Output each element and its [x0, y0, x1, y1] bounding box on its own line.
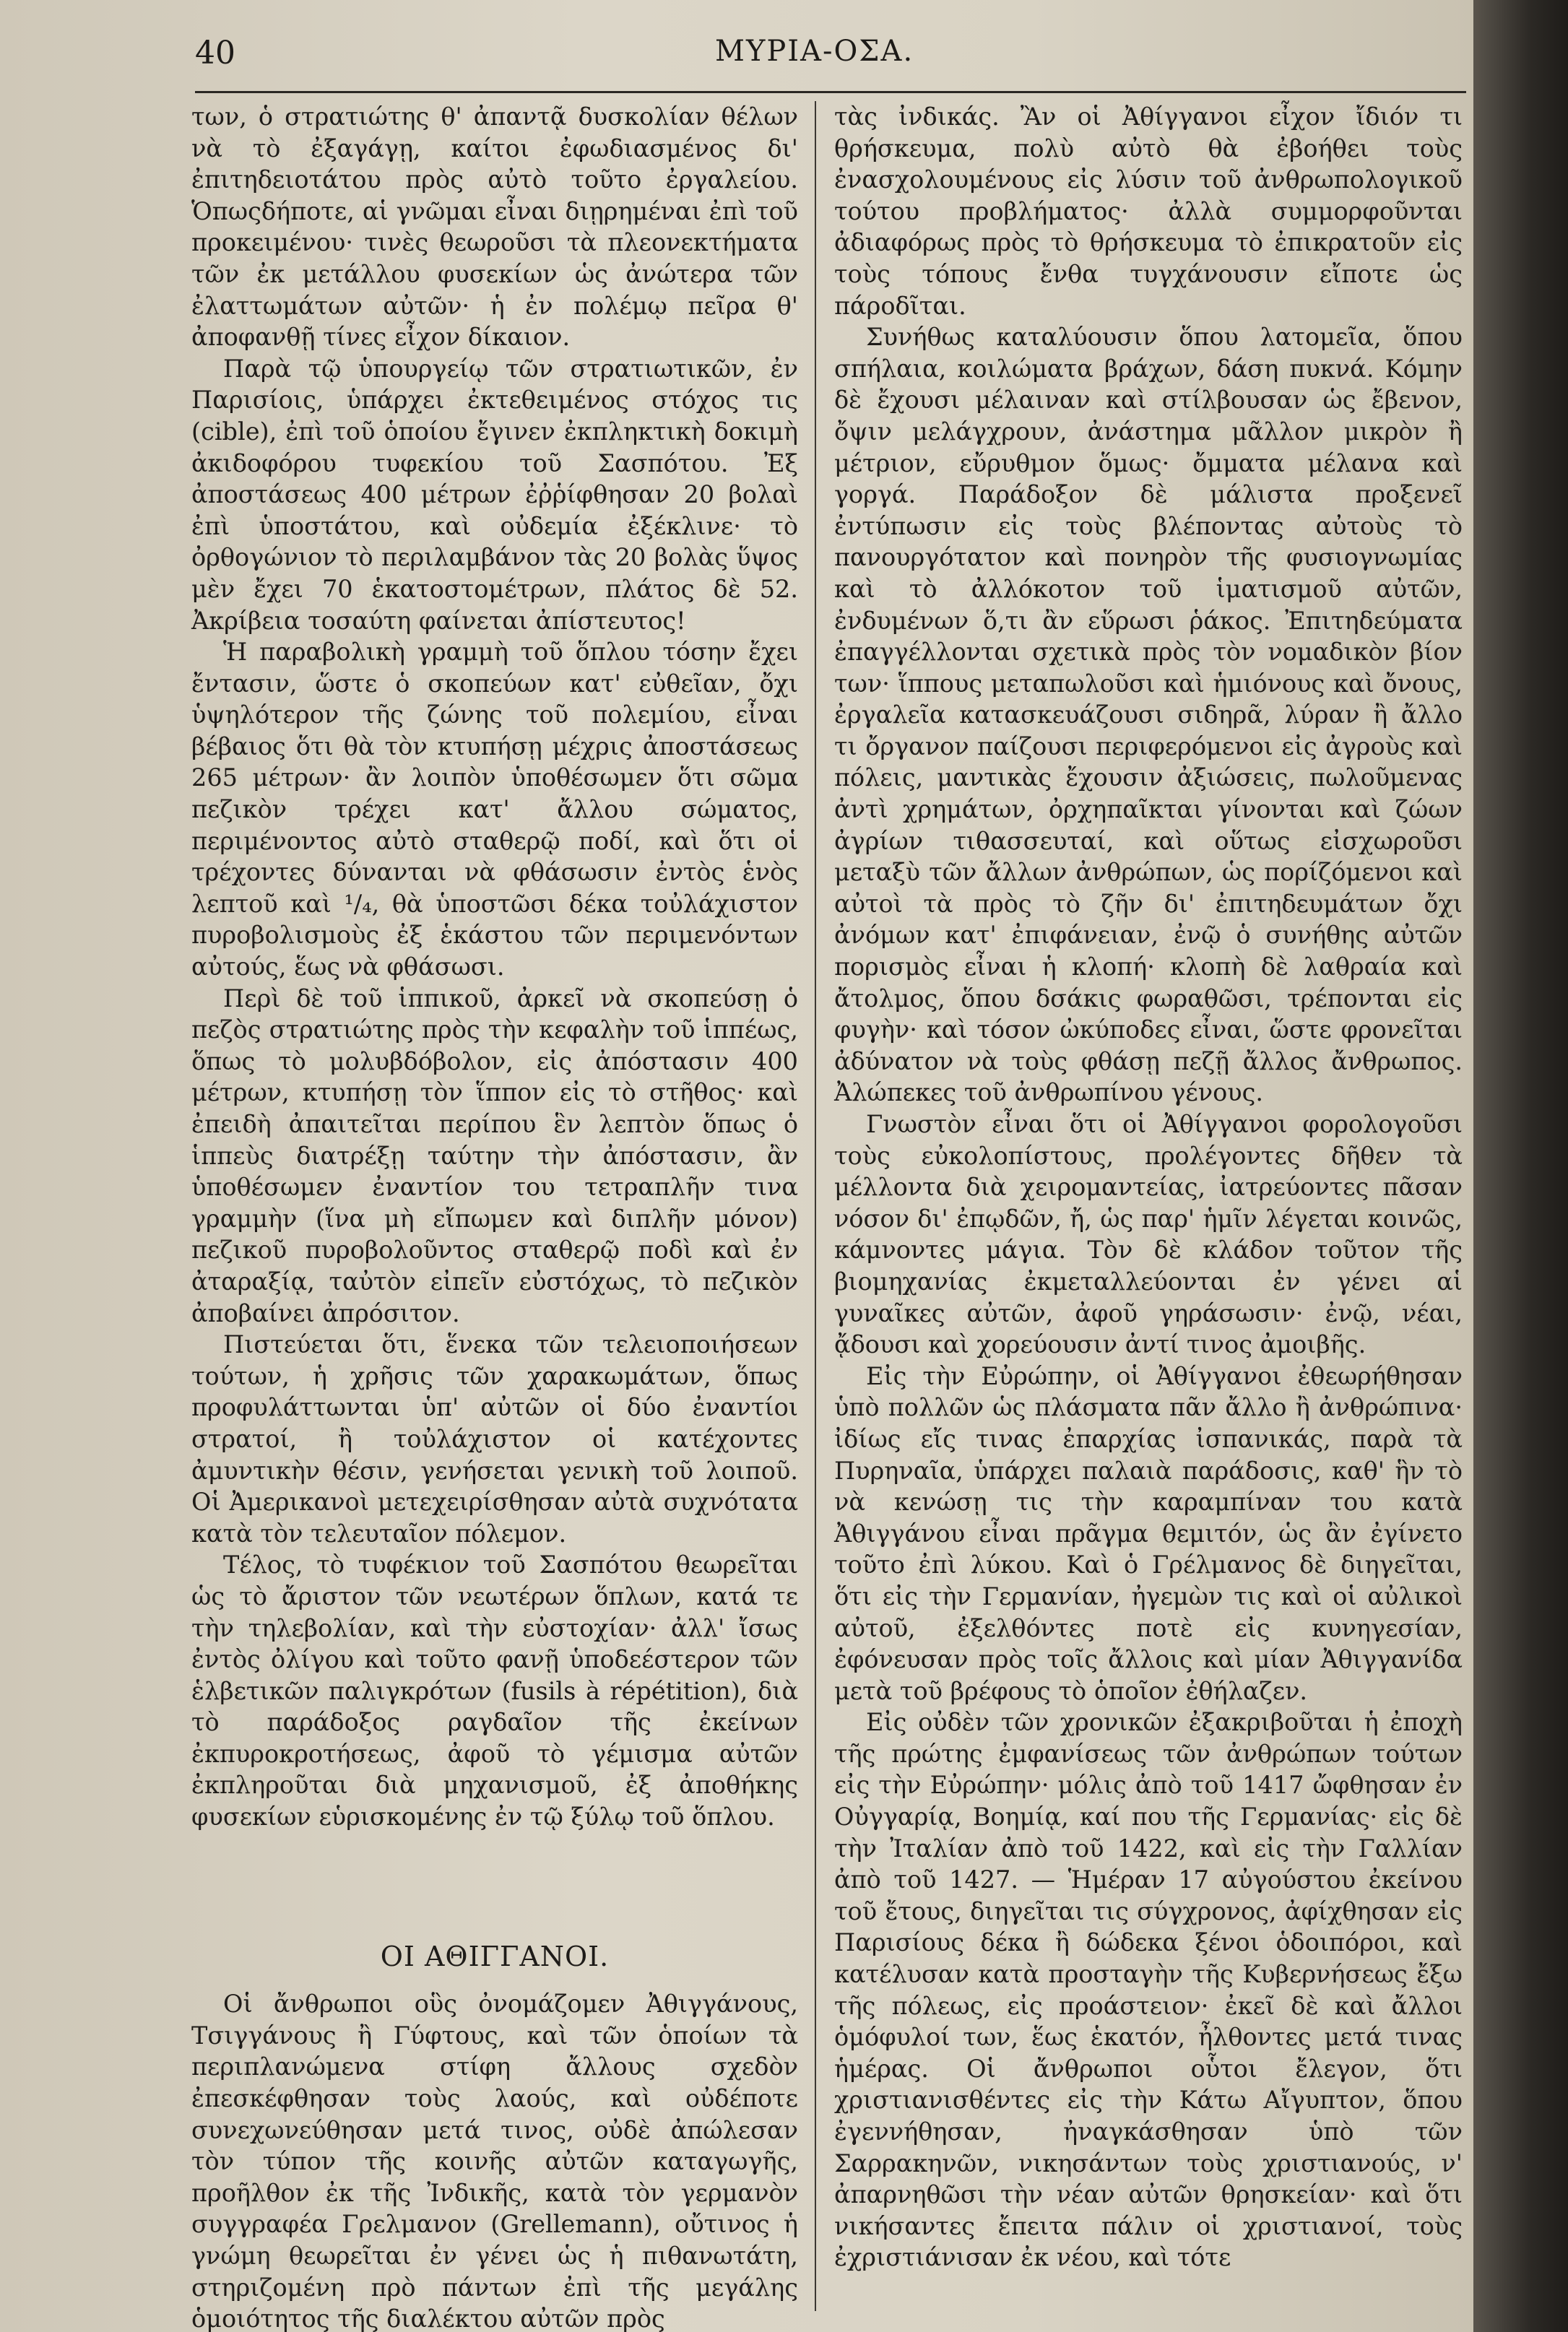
column-divider — [815, 101, 816, 2311]
right-column — [834, 101, 1463, 2274]
paragraph: Πιστεύεται ὅτι, ἕνεκα τῶν τελειοποιήσεων τούτων, ἡ χρῆσις τῶν χαρακωμάτων, ὅπως προφυλάττωνται ὑπ' αὐτῶν οἱ δύο ἐναντίοι στρατοί, ἢ τοὐλάχιστον οἱ κατέχοντες ἀμυντικὴν θέσιν, γενήσεται γενικὴ τοῦ λοιποῦ. Οἱ Ἀμερικανοὶ μετεχειρίσθησαν αὐτὰ συχνότατα κατὰ τὸν τελευταῖον πόλεμον. — [191, 1330, 798, 1548]
paragraph: Εἰς οὐδὲν τῶν χρονικῶν ἐξακριβοῦται ἡ ἐποχὴ τῆς πρώτης ἐμφανίσεως τῶν ἀνθρώπων τούτων εἰς τὴν Εὐρώπην· μόλις ἀπὸ τοῦ 1417 ὤφθησαν ἐν Οὐγγαρίᾳ, Βοημίᾳ, καί που τῆς Γερμανίας· εἰς δὲ τὴν Ἰταλίαν ἀπὸ τοῦ 1422, καὶ εἰς τὴν Γαλλίαν ἀπὸ τοῦ 1427. — Ἡμέραν 17 αὐγούστου ἐκείνου τοῦ ἔτους, διηγεῖται τις σύγχρονος, ἀφίχθησαν εἰς Παρισίους δέκα ἢ δώδεκα ξένοι ὁδοιπόροι, καὶ κατέλυσαν κατὰ προσταγὴν τῆς Κυβερνήσεως ἔξω τῆς πόλεως, εἰς προάστειον· ἐκεῖ δὲ καὶ ἄλλοι ὁμόφυλοί των, ἕως ἑκατόν, ἦλθοντες μετά τινας ἡμέρας. Οἱ ἄνθρωποι οὗτοι ἔλεγον, ὅτι χριστιανισθέντες εἰς τὴν Κάτω Αἴγυπτον, ὅπου ἐγεννήθησαν, ἠναγκάσθησαν ὑπὸ τῶν Σαρρακηνῶν, νικησάντων τοὺς χριστιανούς, ν' ἀπαρνηθῶσι τὴν νέαν αὐτῶν θρησκείαν· καὶ ὅτι νικήσαντες ἔπειτα πάλιν οἱ χριστιανοί, τοὺς ἐχριστιάνισαν ἐκ νέου, καὶ τότε — [834, 1708, 1463, 2272]
left-column — [191, 101, 798, 2332]
paragraph: Παρὰ τῷ ὑπουργείῳ τῶν στρατιωτικῶν, ἐν Παρισίοις, ὑπάρχει ἐκτεθειμένος στόχος τις (cible), ἐπὶ τοῦ ὁποίου ἔγινεν ἐκπληκτικὴ δοκιμὴ ἀκιδοφόρου τυφεκίου τοῦ Σασπότου. Ἐξ ἀποστάσεως 400 μέτρων ἐῤῥίφθησαν 20 βολαὶ ἐπὶ ὑποστάτου, καὶ οὐδεμία ἐξέκλινε· τὸ ὀρθογώνιον τὸ περιλαμβάνον τὰς 20 βολὰς ὕψος μὲν ἔχει 70 ἑκατοστομέτρων, πλάτος δὲ 52. Ἀκρίβεια τοσαύτη φαίνεται ἀπίστευτος! — [191, 354, 798, 635]
paragraph: Ἡ παραβολικὴ γραμμὴ τοῦ ὅπλου τόσην ἔχει ἔντασιν, ὥστε ὁ σκοπεύων κατ' εὐθεῖαν, ὄχι ὑψηλότερον τῆς ζώνης τοῦ πολεμίου, εἶναι βέβαιος ὅτι θὰ τὸν κτυπήσῃ μέχρις ἀποστάσεως 265 μέτρων· ἂν λοιπὸν ὑποθέσωμεν ὅτι σῶμα πεζικὸν τρέχει κατ' ἄλλου σώματος, περιμένοντος αὐτὸ σταθερῷ ποδί, καὶ ὅτι οἱ τρέχοντες δύνανται νὰ φθάσωσιν ἐντὸς ἑνὸς λεπτοῦ καὶ ¹/₄, θὰ ὑποστῶσι δέκα τοὐλάχιστον πυροβολισμοὺς ἐξ ἑκάστου τῶν περιμενόντων αὐτούς, ἕως νὰ φθάσωσι. — [191, 638, 798, 981]
section-title: ΟΙ ΑΘΙΓΓΑΝΟΙ. — [380, 1940, 610, 1972]
paragraph: Γνωστὸν εἶναι ὅτι οἱ Ἀθίγγανοι φορολογοῦσι τοὺς εὐκολοπίστους, προλέγοντες δῆθεν τὰ μέλλοντα διὰ χειρομαντείας, ἰατρεύοντες πᾶσαν νόσον δι' ἐπῳδῶν, ἤ, ὡς παρ' ἡμῖν λέγεται κοινῶς, κάμνοντες μάγια. Τὸν δὲ κλάδον τοῦτον τῆς βιομηχανίας ἐκμεταλλεύονται ἐν γένει αἱ γυναῖκες αὐτῶν, ἀφοῦ γηράσωσιν· ἐνῷ, νέαι, ᾄδουσι καὶ χορεύουσιν ἀντί τινος ἀμοιβῆς. — [834, 1110, 1463, 1359]
page-number: 40 — [195, 35, 235, 71]
paragraph: Εἰς τὴν Εὐρώπην, οἱ Ἀθίγγανοι ἐθεωρήθησαν ὑπὸ πολλῶν ὡς πλάσματα πᾶν ἄλλο ἢ ἀνθρώπινα· ἰδίως εἴς τινας ἐπαρχίας ἰσπανικάς, παρὰ τὰ Πυρηναῖα, ὑπάρχει παλαιὰ παράδοσις, καθ' ἣν τὸ νὰ κενώσῃ τις τὴν καραμπίναν του κατὰ Ἀθιγγάνου εἶναι πρᾶγμα θεμιτόν, ὡς ἂν ἐγίνετο τοῦτο ἐπὶ λύκου. Καὶ ὁ Γρέλμανος δὲ διηγεῖται, ὅτι εἰς τὴν Γερμανίαν, ἠγεμὼν τις καὶ οἱ αὐλικοὶ αὐτοῦ, ἐξελθόντες ποτὲ εἰς κυνηγεσίαν, ἐφόνευσαν πρὸς τοῖς ἄλλοις καὶ μίαν Ἀθιγγανίδα μετὰ τοῦ βρέφους τὸ ὁποῖον ἐθήλαζεν. — [834, 1361, 1463, 1705]
paragraph: των, ὁ στρατιώτης θ' ἀπαντᾷ δυσκολίαν θέλων νὰ τὸ ἐξαγάγῃ, καίτοι ἐφωδιασμένος δι' ἐπιτηδειοτάτου πρὸς αὐτὸ τοῦτο ἐργαλείου. Ὁπωςδήποτε, αἱ γνῶμαι εἶναι διῃρημέναι ἐπὶ τοῦ προκειμένου· τινὲς θεωροῦσι τὰ πλεονεκτήματα τῶν ἐκ μετάλλου φυσεκίων ὡς ἀνώτερα τῶν ἐλαττωμάτων αὐτῶν· ἡ ἐν πολέμῳ πεῖρα θ' ἀποφανθῇ τίνες εἶχον δίκαιον. — [191, 103, 798, 352]
header-rule — [195, 91, 1466, 93]
paragraph: Οἱ ἄνθρωποι οὓς ὀνομάζομεν Ἀθιγγάνους, Τσιγγάνους ἢ Γύφτους, καὶ τῶν ὁποίων τὰ περιπλανώμενα στίφη ἄλλους σχεδὸν ἐπεσκέφθησαν τοὺς λαούς, καὶ οὐδέποτε συνεχωνεύθησαν μετά τινος, οὐδὲ ἀπώλεσαν τὸν τύπον τῆς κοινῆς αὐτῶν καταγωγῆς, προῆλθον ἐκ τῆς Ἰνδικῆς, κατὰ τὸν γερμανὸν συγγραφέα Γρελμανον (Grellemann), οὔτινος ἡ γνώμη θεωρεῖται ἐν γένει ὡς ἡ πιθανωτάτη, στηριζομένη πρὸ πάντων ἐπὶ τῆς μεγάλης ὁμοιότητος τῆς διαλέκτου αὐτῶν πρὸς — [191, 1990, 798, 2332]
paragraph: Περὶ δὲ τοῦ ἱππικοῦ, ἀρκεῖ νὰ σκοπεύσῃ ὁ πεζὸς στρατιώτης πρὸς τὴν κεφαλὴν τοῦ ἱππέως, ὅπως τὸ μολυβδόβολον, εἰς ἀπόστασιν 400 μέτρων, κτυπήσῃ τὸν ἵππον εἰς τὸ στῆθος· καὶ ἐπειδὴ ἀπαιτεῖται περίπου ἓν λεπτὸν ὅπως ὁ ἱππεὺς διατρέξῃ ταύτην τὴν ἀπόστασιν, ἂν ὑποθέσωμεν ἐναντίον του τετραπλῆν τινα γραμμὴν (ἵνα μὴ εἴπωμεν καὶ διπλῆν μόνον) πεζικοῦ πυροβολοῦντος σταθερῷ ποδὶ καὶ ἐν ἀταραξίᾳ, ταὐτὸν εἰπεῖν εὐστόχως, τὸ πεζικὸν ἀποβαίνει ἀπρόσιτον. — [191, 984, 798, 1327]
paragraph: Συνήθως καταλύουσιν ὅπου λατομεῖα, ὅπου σπήλαια, κοιλώματα βράχων, δάση πυκνά. Κόμην δὲ ἔχουσι μέλαιναν καὶ στίλβουσαν ὡς ἔβενον, ὄψιν μελάγχρουν, ἀνάστημα μᾶλλον μικρὸν ἢ μέτριον, εὔρυθμον ὅμως· ὄμματα μέλανα καὶ γοργά. Παράδοξον δὲ μάλιστα προξενεῖ ἐντύπωσιν εἰς τοὺς βλέποντας αὐτοὺς τὸ πανουργότατον καὶ πονηρὸν τῆς φυσιογνωμίας καὶ τὸ ἀλλόκοτον τοῦ ἱματισμοῦ αὐτῶν, ἐνδυμένων ὅ,τι ἂν εὕρωσι ῥάκος. Ἐπιτηδεύματα ἐπαγγέλλονται σχετικὰ πρὸς τὸν νομαδικὸν βίον των· ἵππους μεταπωλοῦσι καὶ ἡμιόνους καὶ ὄνους, ἐργαλεῖα κατασκευάζουσι σιδηρᾶ, λύραν ἢ ἄλλο τι ὄργανον παίζουσι περιφερόμενοι εἰς ἀγροὺς καὶ πόλεις, μαντικὰς ἔχουσιν ἀξιώσεις, πωλοῦμενας ἀντὶ χρημάτων, ὀρχηπαῖκται γίνονται καὶ ζώων ἀγρίων τιθασσευταί, καὶ οὕτως εἰσχωροῦσι μεταξὺ τῶν ἄλλων ἀνθρώπων, ὡς πορίζόμενοι καὶ αὐτοὶ τὰ πρὸς τὸ ζῆν δι' ἐπιτηδευμάτων ὄχι ἀνόμων κατ' ἐπιφάνειαν, ἐνῷ ὁ συνήθης αὐτῶν πορισμὸς εἶναι ἡ κλοπή· κλοπὴ δὲ λαθραία καὶ ἄτολμος, ὅπου δσάκις φωραθῶσι, τρέπονται εἰς φυγὴν· καὶ τόσον ὠκύποδες εἶναι, ὥστε φρονεῖται ἀδύνατον νὰ τοὺς φθάσῃ πεζῇ ἄλλος ἄνθρωπος. Ἀλώπεκες τοῦ ἀνθρωπίνου γένους. — [834, 323, 1463, 1107]
page-header — [195, 35, 1466, 78]
page-edge — [1473, 0, 1568, 2332]
paragraph: Τέλος, τὸ τυφέκιον τοῦ Σασπότου θεωρεῖται ὡς τὸ ἄριστον τῶν νεωτέρων ὅπλων, κατά τε τὴν τηλεβολίαν, καὶ τὴν εὐστοχίαν· ἀλλ' ἴσως ἐντὸς ὀλίγου καὶ τοῦτο φανῇ ὑποδεέστερον τῶν ἑλβετικῶν παλιγκρότων (fusils à répétition), διὰ τὸ παράδοξος ραγδαῖον τῆς ἐκείνων ἐκπυροκροτήσεως, ἀφοῦ τὸ γέμισμα αὐτῶν ἐκπληροῦται διὰ μηχανισμοῦ, ἐξ ἀποθήκης φυσεκίων εὑρισκομένης ἐν τῷ ξύλῳ τοῦ ὅπλου. — [191, 1551, 798, 1832]
paragraph: τὰς ἰνδικάς. Ἂν οἱ Ἀθίγγανοι εἶχον ἴδιόν τι θρήσκευμα, πολὺ αὐτὸ θὰ ἐβοήθει τοὺς ἐνασχολουμένους εἰς λύσιν τοῦ ἀνθρωπολογικοῦ τούτου προβλήματος· ἀλλὰ συμμορφοῦνται ἀδιαφόρως πρὸς τὸ θρήσκευμα τὸ ἐπικρατοῦν εἰς τοὺς τόπους ἔνθα τυγχάνουσιν εἴποτε ὡς πάροδῖται. — [834, 103, 1463, 320]
running-title: ΜΥΡΙΑ-ΟΣΑ. — [715, 35, 914, 68]
